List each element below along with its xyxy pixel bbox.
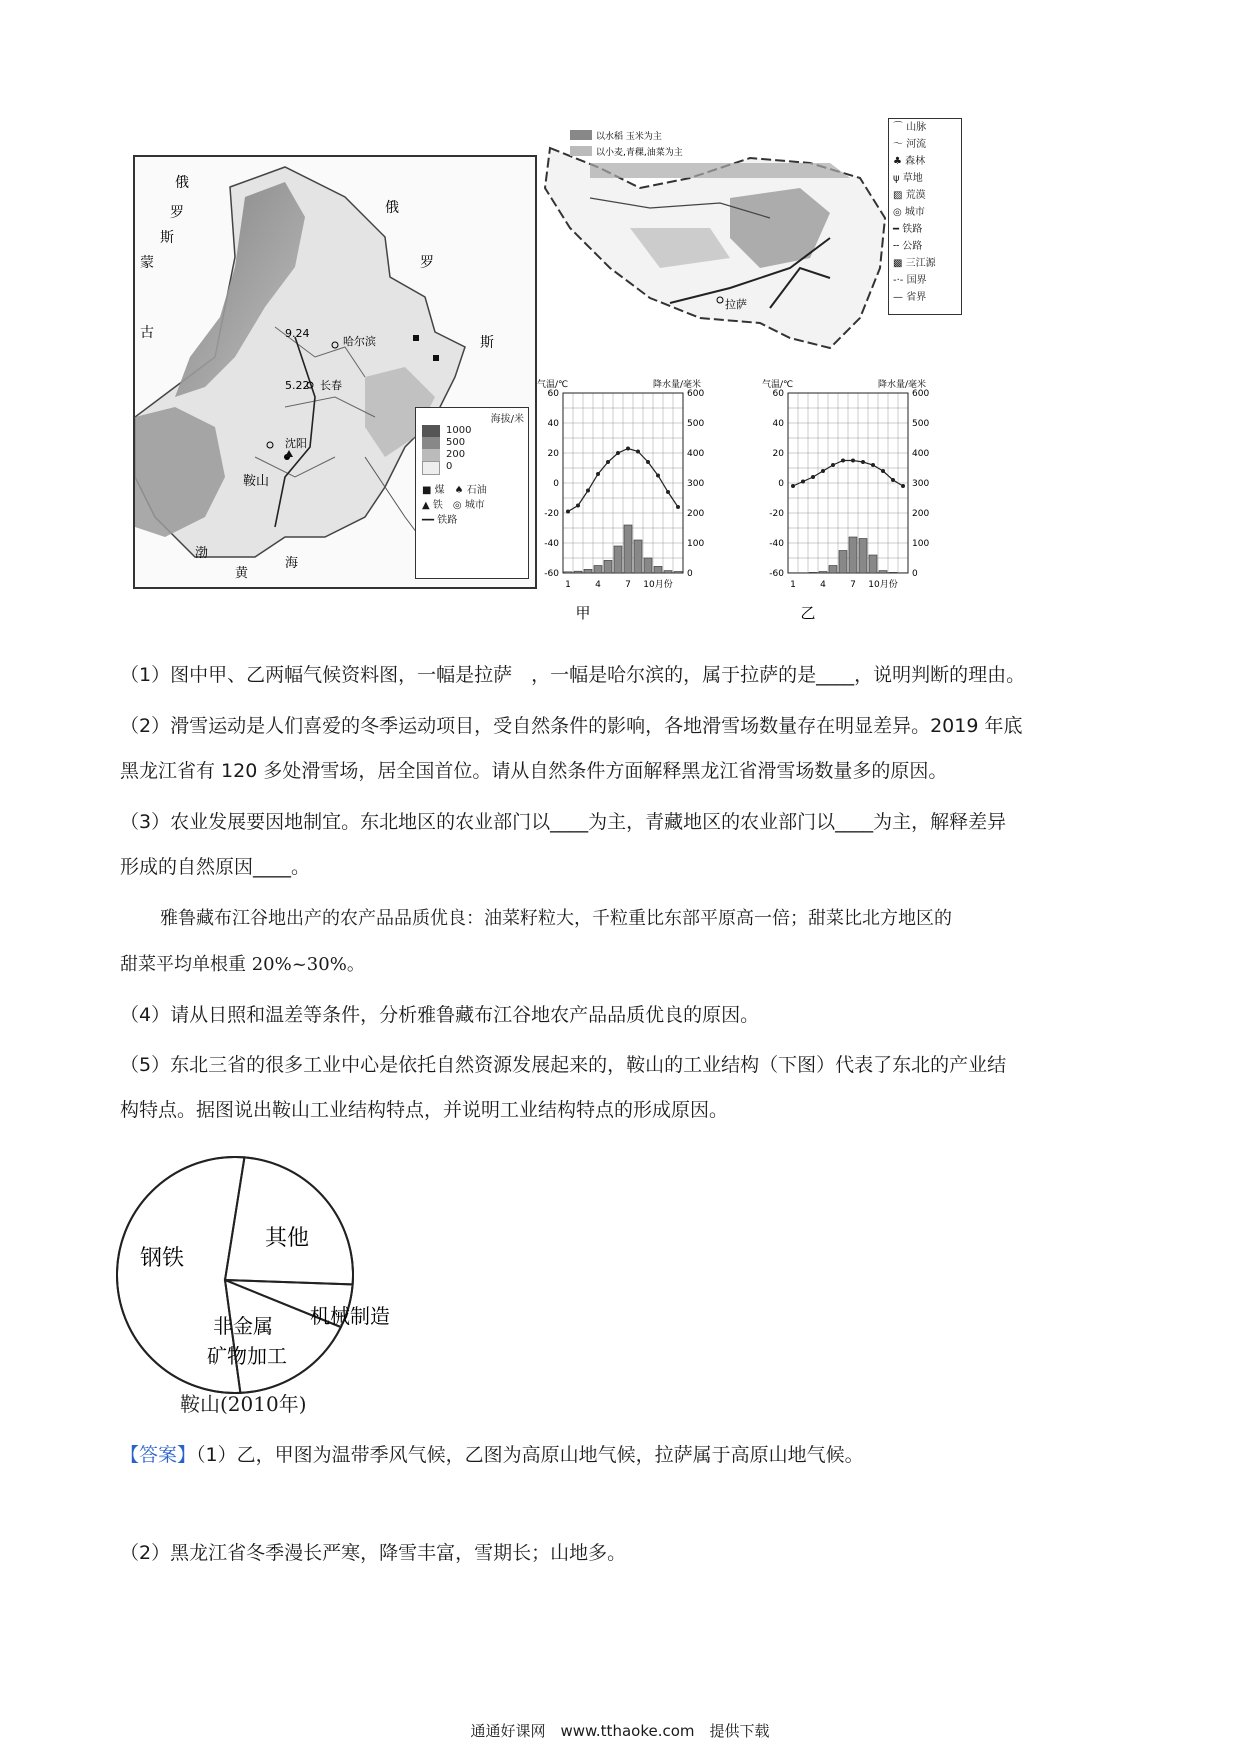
- label-anshan: 鞍山: [243, 474, 270, 489]
- temperature-point: [576, 504, 580, 508]
- precip-tick: 300: [912, 479, 930, 489]
- question-3-line-1: （3）农业发展要因地制宜。东北地区的农业部门以____为主，青藏地区的农业部门以____为主，解释差异: [120, 811, 1007, 833]
- tibet-map-legend: [888, 118, 962, 315]
- province-border-icon: —: [893, 292, 903, 303]
- temperature-point: [606, 460, 610, 464]
- northeast-map-legend: [415, 407, 529, 579]
- legend-rice-swatch: [570, 130, 592, 140]
- precip-bar: [819, 572, 827, 574]
- precip-tick: 600: [912, 389, 930, 399]
- label-date-1: 9.24: [285, 327, 310, 340]
- temp-tick: 40: [772, 419, 784, 429]
- temp-tick: -40: [769, 539, 784, 549]
- x-tick: 10月份: [868, 580, 898, 590]
- precip-bar: [879, 571, 887, 573]
- precip-tick: 200: [687, 509, 705, 519]
- precip-bar: [849, 537, 857, 573]
- label-huang: 黄: [235, 566, 249, 581]
- x-tick: 7: [850, 580, 856, 590]
- precip-bar: [604, 560, 612, 573]
- legend-level: 0: [446, 461, 453, 472]
- temperature-point: [801, 480, 805, 484]
- temp-tick: 20: [772, 449, 784, 459]
- precip-tick: 100: [687, 539, 705, 549]
- precip-tick: 500: [912, 419, 930, 429]
- coal-icon: [413, 335, 419, 341]
- x-tick: 4: [595, 580, 601, 590]
- label-e2: 俄: [385, 200, 399, 216]
- label-shenyang: 沈阳: [285, 437, 307, 450]
- precip-bar: [584, 569, 592, 573]
- forest-icon: ♣: [893, 156, 902, 167]
- pie-label-mineral: 矿物加工: [207, 1344, 287, 1368]
- precip-bar: [859, 539, 867, 574]
- temperature-point: [636, 450, 640, 454]
- temperature-point: [881, 469, 885, 473]
- precip-bar: [594, 566, 602, 574]
- label-si1: 斯: [160, 230, 174, 246]
- question-2-line-1: （2）滑雪运动是人们喜爱的冬季运动项目，受自然条件的影响，各地滑雪场数量存在明显差异。2019 年底: [120, 715, 1023, 737]
- temp-tick: 60: [547, 389, 559, 399]
- precip-bar: [644, 558, 652, 573]
- temp-tick: 40: [547, 419, 559, 429]
- legend-level: 500: [446, 437, 466, 448]
- precip-bar: [809, 572, 817, 573]
- climate-charts: [535, 375, 965, 635]
- desert-icon: ▨: [893, 190, 903, 201]
- temp-tick: 20: [547, 449, 559, 459]
- temp-tick: -20: [769, 509, 784, 519]
- climate-chart-乙: [762, 378, 929, 622]
- pie-label-steel: 钢铁: [140, 1246, 185, 1271]
- answer-1: [120, 1436, 1130, 1474]
- road-icon: ╌: [893, 241, 900, 252]
- legend-item: 城市: [464, 500, 485, 511]
- temperature-point: [666, 490, 670, 494]
- legend-item: 城市: [904, 207, 925, 218]
- pie-label-nonmetal: 非金属: [213, 1314, 273, 1338]
- temp-tick: -20: [544, 509, 559, 519]
- oil-icon: ♠: [454, 485, 464, 496]
- temperature-point: [586, 489, 590, 493]
- legend-item: 石油: [466, 485, 487, 496]
- label-hai: 海: [285, 556, 299, 571]
- temp-tick: 60: [772, 389, 784, 399]
- temp-tick: 0: [778, 479, 784, 489]
- question-5-line-2: 构特点。据图说出鞍山工业结构特点，并说明工业结构特点的形成原因。: [120, 1099, 729, 1121]
- city-icon: ◎: [893, 207, 902, 218]
- chart-caption: 甲: [575, 604, 591, 622]
- temperature-point: [646, 460, 650, 464]
- label-si2: 斯: [480, 335, 494, 351]
- railway-icon: ━━: [422, 515, 435, 526]
- label-gu: 古: [140, 325, 154, 341]
- legend-level: 200: [446, 449, 466, 460]
- precip-bar: [674, 572, 682, 574]
- precip-bar: [574, 571, 582, 573]
- x-tick: 10月份: [643, 580, 673, 590]
- legend-item: 三江源: [905, 258, 936, 269]
- temp-tick: -40: [544, 539, 559, 549]
- precip-bar: [564, 572, 572, 573]
- legend-item: 草地: [902, 173, 923, 184]
- label-e1: 俄: [175, 175, 189, 191]
- temp-axis-label: 气温/℃: [537, 380, 569, 390]
- label-luo2: 罗: [420, 255, 434, 271]
- material-line-1: 雅鲁藏布江谷地出产的农产品品质优良：油菜籽粒大，千粒重比东部平原高一倍；甜菜比北方地区的: [160, 908, 952, 929]
- temp-axis-label: 气温/℃: [762, 380, 794, 390]
- precip-axis-label: 降水量/毫米: [653, 380, 702, 390]
- question-4: （4）请从日照和温差等条件，分析雅鲁藏布江谷地农产品品质优良的原因。: [120, 1004, 760, 1026]
- legend-title: 海拔/米: [490, 414, 524, 425]
- precip-bar: [624, 525, 632, 573]
- footer: 通通好课网 www.tthaoke.com 提供下载: [470, 1722, 770, 1740]
- temperature-point: [851, 459, 855, 463]
- city-icon: ◎: [452, 500, 462, 511]
- legend-item: 河流: [906, 139, 927, 150]
- precip-bar: [889, 572, 897, 573]
- precip-bar: [614, 546, 622, 573]
- x-tick: 4: [820, 580, 826, 590]
- temperature-point: [791, 484, 795, 488]
- temperature-point: [871, 463, 875, 467]
- precip-tick: 400: [687, 449, 705, 459]
- label-bo: 渤: [195, 546, 209, 561]
- legend-item: 公路: [902, 241, 923, 252]
- pie-caption: 鞍山(2010年): [180, 1392, 307, 1416]
- label-meng: 蒙: [140, 255, 154, 271]
- precip-tick: 0: [687, 569, 693, 579]
- temperature-point: [616, 451, 620, 455]
- temp-tick: -60: [544, 569, 559, 579]
- precip-bar: [829, 566, 837, 574]
- x-tick: 1: [790, 580, 796, 590]
- grassland-icon: ψ: [893, 173, 900, 184]
- river-icon: 〜: [893, 139, 903, 150]
- legend-level: 1000: [446, 425, 472, 436]
- answer-1-text: （1）乙，甲图为温带季风气候，乙图为高原山地气候，拉萨属于高原山地气候。: [196, 1444, 864, 1466]
- label-harbin: 哈尔滨: [343, 335, 376, 348]
- temperature-point: [596, 472, 600, 476]
- coal-icon: ■: [422, 485, 432, 496]
- precip-tick: 500: [687, 419, 705, 429]
- question-5-line-1: （5）东北三省的很多工业中心是依托自然资源发展起来的，鞍山的工业结构（下图）代表了东北的产业结: [120, 1054, 1007, 1076]
- temperature-point: [841, 459, 845, 463]
- precip-tick: 0: [912, 569, 918, 579]
- legend-item: 国界: [906, 275, 927, 286]
- coal-icon: [433, 355, 439, 361]
- pie-label-other: 其他: [265, 1226, 310, 1251]
- temperature-point: [901, 484, 905, 488]
- temperature-point: [811, 475, 815, 479]
- temperature-point: [676, 505, 680, 509]
- northeast-map: [133, 155, 537, 589]
- precip-tick: 100: [912, 539, 930, 549]
- precip-bar: [654, 566, 662, 573]
- temperature-point: [626, 447, 630, 451]
- railway-icon: ━: [893, 224, 900, 235]
- tibet-map: [530, 118, 980, 358]
- temperature-point: [821, 469, 825, 473]
- temperature-point: [891, 478, 895, 482]
- label-lhasa: 拉萨: [725, 298, 747, 311]
- precip-tick: 300: [687, 479, 705, 489]
- temperature-point: [656, 474, 660, 478]
- legend-item: 铁路: [902, 224, 923, 235]
- precip-bar: [869, 555, 877, 573]
- legend-item: 省界: [906, 292, 927, 303]
- precip-bar: [839, 551, 847, 574]
- chart-caption: 乙: [800, 604, 816, 622]
- temp-tick: -60: [769, 569, 784, 579]
- answer-tag: 【答案】: [120, 1444, 197, 1466]
- legend-item: 煤: [434, 485, 445, 496]
- label-date-2: 5.22: [285, 379, 310, 392]
- tibet-map-svg: [530, 118, 903, 358]
- iron-icon: ▲: [422, 500, 430, 511]
- x-tick: 7: [625, 580, 631, 590]
- precip-axis-label: 降水量/毫米: [878, 380, 927, 390]
- legend-crop-2: 以小麦,青稞,油菜为主: [596, 148, 683, 158]
- legend-item: 山脉: [906, 122, 927, 133]
- x-tick: 1: [565, 580, 571, 590]
- temperature-point: [861, 460, 865, 464]
- legend-item: 铁路: [437, 515, 458, 526]
- mountain-icon: ⌒: [893, 122, 903, 133]
- pie-label-machinery: 机械制造: [310, 1304, 390, 1328]
- temperature-point: [831, 463, 835, 467]
- climate-chart-甲: [537, 378, 704, 622]
- sanjiangyuan-icon: ▩: [893, 258, 903, 269]
- legend-crop-1: 以水稻 玉米为主: [596, 132, 662, 142]
- precip-tick: 400: [912, 449, 930, 459]
- question-3-line-2: 形成的自然原因____。: [120, 856, 311, 878]
- question-2-line-2: 黑龙江省有 120 多处滑雪场，居全国首位。请从自然条件方面解释黑龙江省滑雪场数量多的原因。: [120, 760, 948, 782]
- temperature-point: [566, 510, 570, 514]
- question-1: （1）图中甲、乙两幅气候资料图，一幅是拉萨 ，一幅是哈尔滨的，属于拉萨的是____，说明判断的理由。: [120, 664, 1026, 686]
- legend-item: 森林: [905, 156, 926, 167]
- precip-tick: 200: [912, 509, 930, 519]
- material-line-2: 甜菜平均单根重 20%~30%。: [120, 954, 365, 975]
- label-luo1: 罗: [170, 205, 184, 221]
- anshan-pie-chart: [115, 1155, 435, 1425]
- label-changchun: 长春: [320, 379, 342, 392]
- legend-item: 荒漠: [905, 190, 926, 201]
- temp-tick: 0: [553, 479, 559, 489]
- legend-item: 铁: [432, 500, 443, 511]
- national-border-icon: -·-: [893, 275, 904, 286]
- legend-wheat-swatch: [570, 146, 592, 156]
- precip-bar: [664, 571, 672, 573]
- precip-tick: 600: [687, 389, 705, 399]
- precip-bar: [634, 540, 642, 573]
- answer-2: （2）黑龙江省冬季漫长严寒，降雪丰富，雪期长；山地多。: [120, 1542, 627, 1564]
